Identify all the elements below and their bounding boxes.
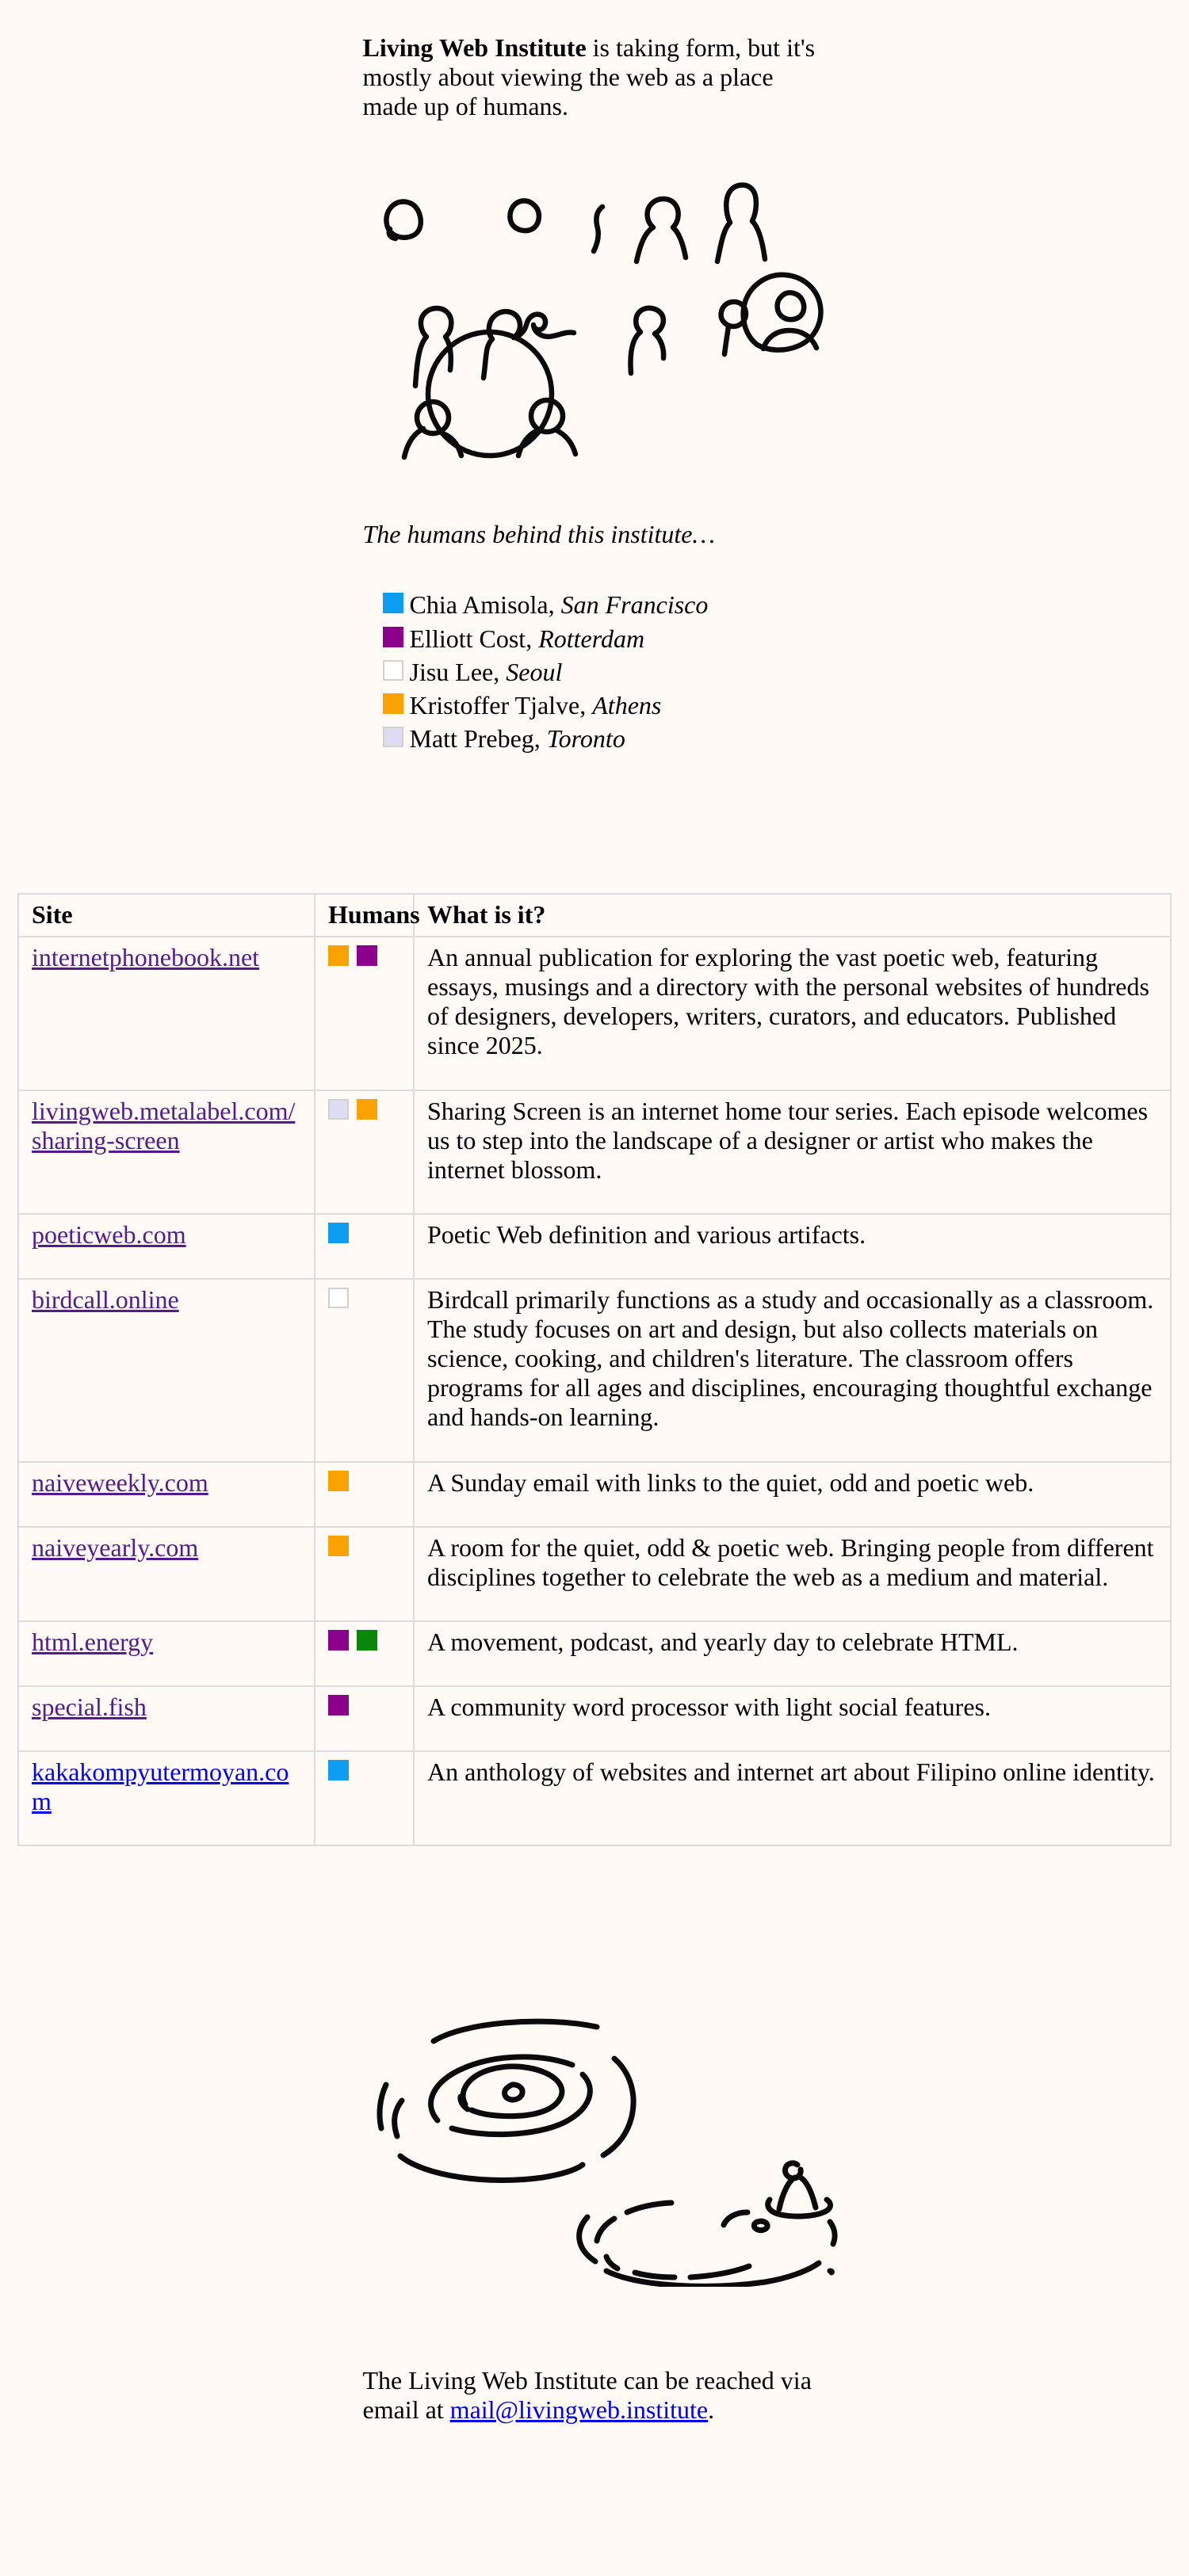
human-square <box>328 1471 349 1491</box>
humans-list <box>363 590 827 754</box>
site-description: An anthology of websites and internet art about Filipino online identity. <box>427 1757 1155 1787</box>
table-row <box>18 1462 1171 1527</box>
human-city: Toronto <box>546 723 625 753</box>
footer-column <box>363 2366 827 2425</box>
table-row <box>18 1527 1171 1621</box>
site-link[interactable]: kakakompyutermoyan.com <box>32 1757 289 1816</box>
human-color-swatch <box>383 660 403 681</box>
table-row <box>18 937 1171 1090</box>
human-square <box>328 1630 349 1651</box>
site-link[interactable]: naiveweekly.com <box>32 1467 208 1497</box>
site-description: Sharing Screen is an internet home tour series. Each episode welcomes us to step into the landscape of a designer or artist who makes the internet blossom. <box>427 1096 1149 1184</box>
email-link[interactable]: mail@livingweb.institute <box>449 2395 709 2425</box>
page-intro <box>363 0 827 121</box>
pond-doodle-image <box>345 2009 844 2287</box>
human-color-swatch <box>383 727 403 747</box>
table-row <box>18 1751 1171 1845</box>
human-name: Chia Amisola, <box>409 590 561 620</box>
human-square <box>328 1099 349 1120</box>
site-link[interactable]: naiveyearly.com <box>32 1532 199 1562</box>
site-description: An annual publication for exploring the vast poetic web, featuring essays, musings and a directory with the personal websites of hundreds of designers, developers, writers, curators, and educators. Published since 2025. <box>427 943 1149 1060</box>
people-doodle-image <box>363 156 839 461</box>
human-city: Seoul <box>506 657 563 686</box>
human-name: Jisu Lee, <box>409 657 507 686</box>
table-row <box>18 1621 1171 1686</box>
site-description: A Sunday email with links to the quiet, odd and poetic web. <box>427 1467 1034 1497</box>
site-link[interactable]: poeticweb.com <box>32 1219 186 1249</box>
human-color-swatch <box>383 593 403 613</box>
human-city: Rotterdam <box>538 624 645 653</box>
human-square <box>328 1223 349 1243</box>
site-link[interactable]: birdcall.online <box>32 1284 179 1314</box>
human-square <box>328 1760 349 1780</box>
site-link[interactable]: special.fish <box>32 1692 147 1721</box>
human-square <box>328 1288 349 1308</box>
table-row <box>18 1279 1171 1462</box>
human-color-swatch <box>383 693 403 714</box>
human-square <box>357 945 377 966</box>
sites-table <box>17 893 1172 1846</box>
table-row <box>18 1214 1171 1279</box>
human-square <box>357 1099 377 1120</box>
humans-column-header: Humans <box>315 894 414 937</box>
human-square <box>328 945 349 966</box>
human-color-swatch <box>383 627 403 647</box>
site-link[interactable]: html.energy <box>32 1627 154 1656</box>
human-city: Athens <box>592 690 662 719</box>
human-name: Kristoffer Tjalve, <box>409 690 593 719</box>
human-square <box>357 1630 377 1651</box>
human-item <box>383 658 827 687</box>
footer-text <box>363 2366 827 2425</box>
human-name: Matt Prebeg, <box>409 723 547 753</box>
human-item <box>383 624 827 654</box>
site-link[interactable]: livingweb.metalabel.com/sharing-screen <box>32 1096 296 1154</box>
human-name: Elliott Cost, <box>409 624 539 653</box>
human-city: San Francisco <box>560 590 709 620</box>
human-square <box>328 1695 349 1715</box>
footer-sentence: The Living Web Institute can be reached via email at <box>362 2366 812 2425</box>
what-column-header: What is it? <box>414 894 1171 937</box>
footer-suffix: . <box>708 2395 715 2425</box>
table-row <box>18 1090 1171 1214</box>
site-description: A room for the quiet, odd & poetic web. Bringing people from different disciplines together to celebrate the web as a medium and material. <box>427 1532 1154 1591</box>
intro-title: Living Web Institute <box>362 33 587 62</box>
site-description: Birdcall primarily functions as a study and occasionally as a classroom. The study focuses on art and design, but also collects materials on science, cooking, and children's literature. The classroom offers programs for all ages and disciplines, encouraging thoughtful exchange and hands-on learning. <box>427 1284 1154 1432</box>
human-item <box>383 691 827 720</box>
content-column <box>363 0 827 754</box>
table-header-row <box>18 894 1171 937</box>
site-description: Poetic Web definition and various artifacts. <box>427 1219 866 1249</box>
humans-heading: The humans behind this institute… <box>362 520 715 549</box>
site-description: A movement, podcast, and yearly day to celebrate HTML. <box>427 1627 1019 1656</box>
intro-text: is taking form, but it's mostly about viewing the web as a place made up of humans. <box>362 33 816 121</box>
human-square <box>328 1536 349 1556</box>
site-link[interactable]: internetphonebook.net <box>32 943 260 972</box>
human-item <box>383 590 827 620</box>
site-column-header: Site <box>18 894 315 937</box>
table-row <box>18 1686 1171 1751</box>
human-item <box>383 724 827 754</box>
site-description: A community word processor with light social features. <box>427 1692 991 1721</box>
